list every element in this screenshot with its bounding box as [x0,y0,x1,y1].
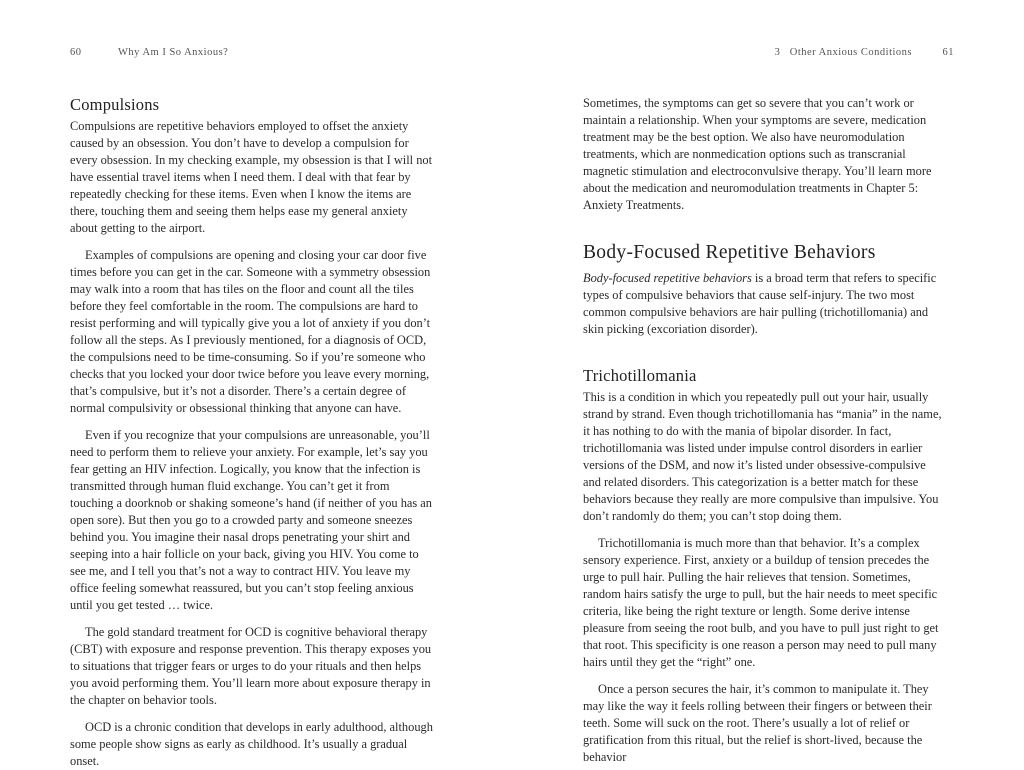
running-head-book-title: Why Am I So Anxious? [118,47,229,58]
section-heading-compulsions: Compulsions [70,95,160,114]
page-number-left: 60 [70,47,82,58]
paragraph: OCD is a chronic condition that develops in early adulthood, although some people show signs as early as childhood. It’s usually a gradual onset. [70,720,433,768]
paragraph: Once a person secures the hair, it’s common to manipulate it. They may like the way it feels rolling between their fingers or between their teeth. Some will suck on the root. There’s usually a lot of relief or gratification from this ritual, but the relief is short-lived, because the behavior [583,682,932,764]
paragraph: The gold standard treatment for OCD is cognitive behavioral therapy (CBT) with exposure and response prevention. This therapy exposes you to situations that trigger fears or urges to do your rituals and then helps you avoid performing them. You’ll learn more about exposure therapy in the chapter on behavior tools. [70,625,432,707]
left-page [0,0,512,768]
defined-term: Body-focused repetitive behaviors [583,271,752,285]
left-text-column [70,95,433,770]
paragraph: Trichotillomania is much more than that behavior. It’s a complex sensory experience. First, anxiety or a buildup of tension precedes the urge to pull hair. Pulling the hair relieves that tension. Sometimes, random hairs satisfy the urge to pull, but the hair needs to meet specific criteria, like being the right texture or length. Some derive intense pleasure from seeing the root bulb, and you have to pull just right to get that root. This specificity is one reason a person may need to pull many hairs until they get the “right” one. [583,536,939,669]
running-head-chapter: 3 Other Anxious Conditions [774,47,912,58]
subheading-trichotillomania: Trichotillomania [583,366,697,385]
page-number-right: 61 [942,47,954,58]
section-heading-bfrb: Body-Focused Repetitive Behaviors [583,242,876,263]
paragraph: This is a condition in which you repeatedly pull out your hair, usually strand by strand. Even though trichotillomania has “mania” in the name, it has nothing to do with the mania of bipolar disorder. In fact, trichotillomania was listed under impulse control disorders in earlier versions of the DSM, and now it’s listed under obsessive-compulsive and related disorders. This categorization is a better match for these behaviors because they really are more compulsive than impulsive. You don’t randomly do them; you can’t stop doing them. [583,390,942,523]
definition-text: is a broad term that refers to specific types of compulsive behaviors that cause self-injury. The two most common compulsive behaviors are hair pulling (trichotillomania) and skin picking (excoriation disorder). [583,271,937,336]
right-text-column [583,95,946,766]
paragraph: Examples of compulsions are opening and closing your car door five times before you can get in the car. Someone with a symmetry obsession may walk into a room that has tiles on the floor and count all the tiles before they feel comfortable in the room. The compulsions are hard to resist performing and will typically give you a lot of anxiety if you don’t follow all the steps. As I previously mentioned, for a diagnosis of OCD, the compulsions need to be time-consuming. So if you’re someone who checks that you locked your door twice before you leave every morning, that’s compulsive, but it’s not a disorder. There’s a certain degree of normal compulsivity or obsessional thinking that anyone can have. [70,248,431,415]
paragraph: Even if you recognize that your compulsions are unreasonable, you’ll need to perform them to relieve your anxiety. For example, let’s say you fear getting an HIV infection. Logically, you know that the infection is transmitted through human fluid exchange. You can’t get it from touching a doorknob or shaking someone’s hand (if neither of you has an open sore). But then you go to a crowded party and someone sneezes behind you. You imagine their nasal drops penetrating your shirt and seeping into a hair follicle on your back, giving you HIV. You come to see me, and I tell you that’s not a way to contract HIV. You leave my office feeling somewhat reassured, but you can’t stop feeling anxious until you get tested … twice. [70,428,433,612]
right-page [512,0,1024,768]
paragraph: Sometimes, the symptoms can get so severe that you can’t work or maintain a relationship. When your symptoms are severe, medication treatment may be the best option. We also have neuromodulation treatments, which are nonmedication options such as transcranial magnetic stimulation and electroconvulsive therapy. You’ll learn more about the medication and neuromodulation treatments in Chapter 5: Anxiety Treatments. [583,96,932,212]
paragraph: Compulsions are repetitive behaviors employed to offset the anxiety caused by an obsession. You don’t have to develop a compulsion for every obsession. In my checking example, my obsession is that I will not have essential travel items when I need them. I deal with that fear by repeatedly checking for these items. Even when I know the items are there, touching them and seeing them helps ease my general anxiety about getting to the airport. [70,119,433,235]
paragraph-bfrb-definition [583,270,946,338]
